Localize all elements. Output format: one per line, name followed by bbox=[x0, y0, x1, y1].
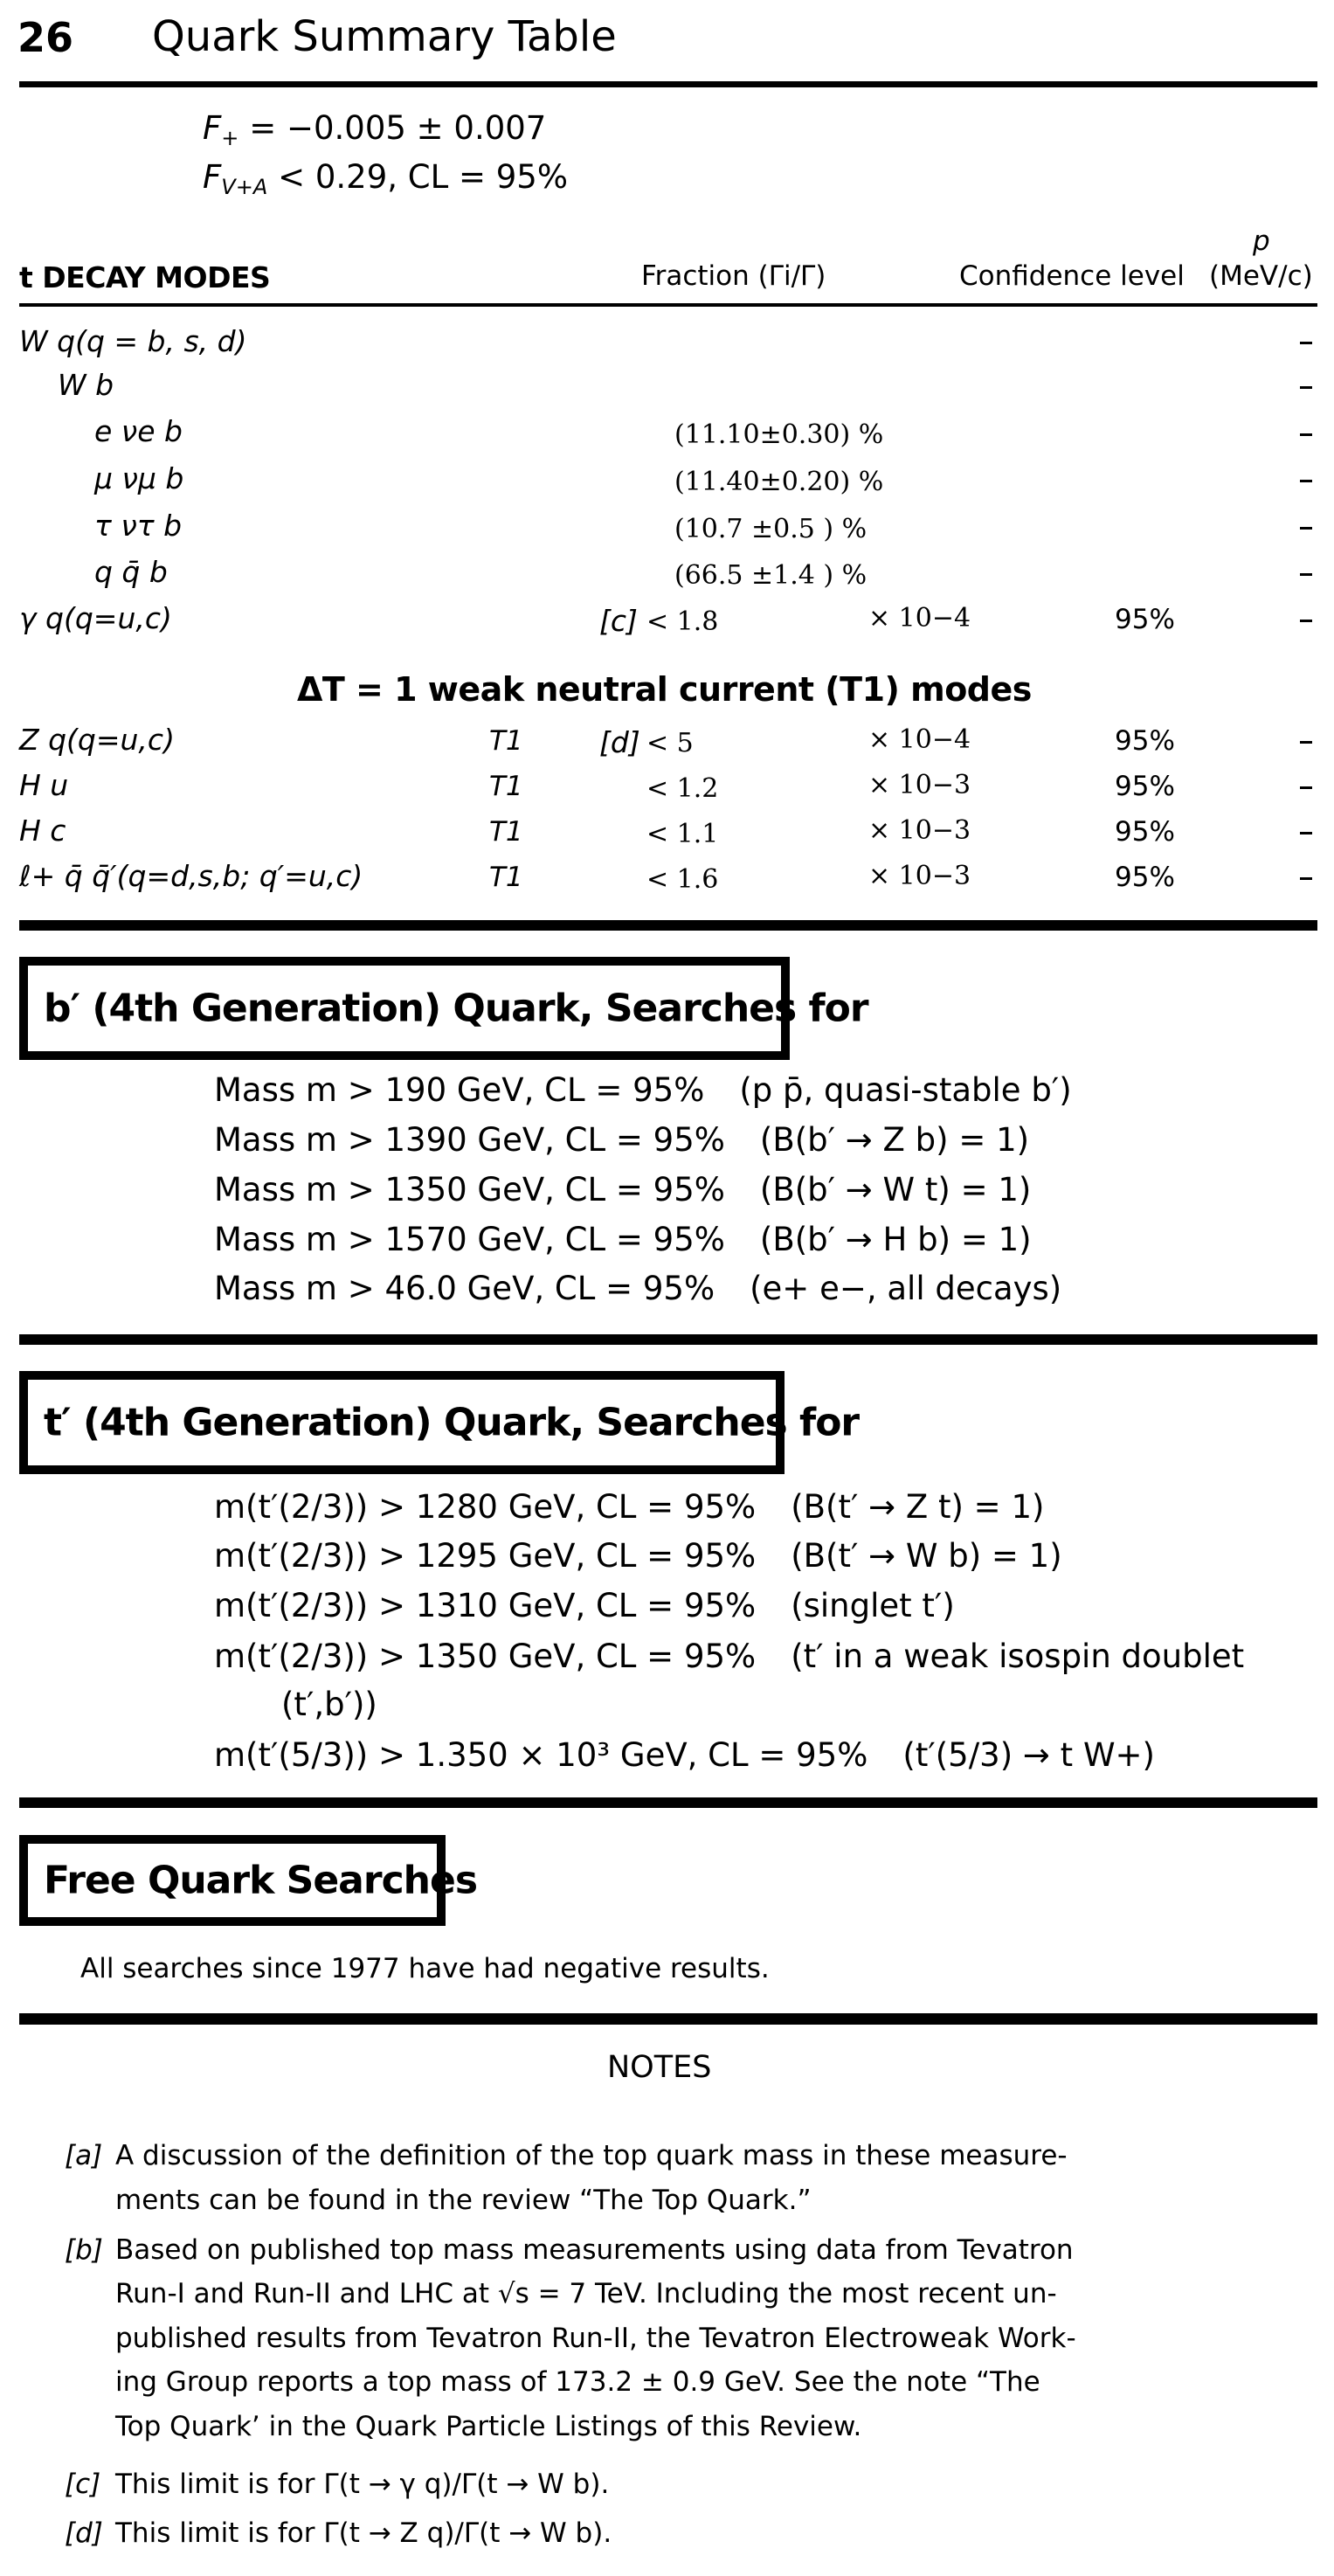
table-row-fraction: < 1.6 bbox=[646, 864, 719, 895]
table-row-mode: H c bbox=[19, 814, 66, 848]
limit-row: m(t′(2/3)) > 1280 GeV, CL = 95% (B(t′ → Z t) = 1) bbox=[214, 1488, 1045, 1526]
table-row-cl: 95% bbox=[1115, 725, 1175, 757]
table-row-scale: × 10−4 bbox=[868, 724, 971, 755]
p-dash bbox=[1300, 573, 1312, 576]
free-quark-title: Free Quark Searches bbox=[44, 1858, 478, 1903]
notes-title: NOTES bbox=[607, 2050, 712, 2085]
note-label: [a] bbox=[65, 2140, 103, 2171]
p-dash bbox=[1300, 620, 1312, 622]
note-label: [d] bbox=[65, 2517, 103, 2549]
column-header-confidence: Confidence level bbox=[959, 260, 1185, 292]
table-row-tag: T1 bbox=[489, 771, 523, 802]
table-row-fraction: < 1.1 bbox=[646, 819, 719, 849]
limit-row: Mass m > 46.0 GeV, CL = 95% (e+ e−, all decays) bbox=[214, 1270, 1062, 1307]
table-row-cl: 95% bbox=[1115, 862, 1175, 893]
section-rule bbox=[19, 920, 1317, 931]
table-row-scale: × 10−3 bbox=[868, 770, 971, 800]
table-row-mode: q q̄ b bbox=[94, 555, 168, 589]
p-dash bbox=[1300, 527, 1312, 530]
note-line: This limit is for Γ(t → γ q)/Γ(t → W b). bbox=[115, 2469, 610, 2500]
p-dash bbox=[1300, 741, 1312, 744]
note-line: ing Group reports a top mass of 173.2 ± 0.9 GeV. See the note “The bbox=[115, 2366, 1040, 2398]
limit-row: m(t′(2/3)) > 1310 GeV, CL = 95% (singlet t′) bbox=[214, 1587, 955, 1624]
b-prime-title: b′ (4th Generation) Quark, Searches for bbox=[44, 986, 868, 1031]
table-row-fraction: (11.40±0.20) % bbox=[674, 467, 884, 497]
p-dash bbox=[1300, 877, 1312, 880]
column-header-p-unit: (MeV/c) bbox=[1209, 260, 1313, 292]
table-row-mode: τ ντ b bbox=[94, 509, 183, 543]
column-header-fraction: Fraction (Γi/Γ) bbox=[641, 260, 826, 292]
table-row-mode: ℓ+ q̄ q̄′(q=d,s,b; q′=u,c) bbox=[19, 859, 363, 893]
table-row-fraction: < 5 bbox=[646, 728, 694, 758]
note-line: Run-I and Run-II and LHC at √s = 7 TeV. Including the most recent un- bbox=[115, 2278, 1057, 2309]
limit-row: m(t′(2/3)) > 1295 GeV, CL = 95% (B(t′ → W b) = 1) bbox=[214, 1537, 1062, 1575]
table-row-scale: × 10−4 bbox=[868, 603, 971, 634]
column-header-p: p bbox=[1253, 225, 1270, 257]
table-row-mode: Z q(q=u,c) bbox=[19, 723, 175, 757]
header-rule bbox=[19, 81, 1317, 87]
section-rule bbox=[19, 1334, 1317, 1345]
p-dash bbox=[1300, 386, 1312, 389]
table-row-tag: T1 bbox=[489, 725, 523, 757]
footnote-ref: [c] bbox=[599, 604, 638, 638]
table-row-fraction: (66.5 ±1.4 ) % bbox=[674, 560, 867, 591]
property-f-plus: $F_+ = -0.005 \pm 0.007$ bbox=[203, 109, 547, 151]
table-row-fraction: (10.7 ±0.5 ) % bbox=[674, 514, 867, 544]
table-row-mode: H u bbox=[19, 768, 69, 802]
p-dash bbox=[1300, 342, 1312, 344]
limit-row: Mass m > 190 GeV, CL = 95% (p p̄, quasi-stable b′) bbox=[214, 1071, 1072, 1109]
limit-row: m(t′(5/3)) > 1.350 × 10³ GeV, CL = 95% (t′(5/3) → t W+) bbox=[214, 1736, 1155, 1774]
note-line: ments can be found in the review “The Top Quark.” bbox=[115, 2185, 812, 2216]
table-row-cl: 95% bbox=[1115, 604, 1175, 635]
p-dash bbox=[1300, 832, 1312, 834]
limit-row: m(t′(2/3)) > 1350 GeV, CL = 95% (t′ in a weak isospin doublet bbox=[214, 1638, 1245, 1675]
table-header-rule bbox=[19, 303, 1317, 307]
limit-row: Mass m > 1390 GeV, CL = 95% (B(b′ → Z b) = 1) bbox=[214, 1121, 1030, 1159]
footnote-ref: [d] bbox=[599, 725, 640, 759]
table-row-cl: 95% bbox=[1115, 771, 1175, 802]
p-dash bbox=[1300, 433, 1312, 436]
t-prime-title: t′ (4th Generation) Quark, Searches for bbox=[44, 1400, 860, 1445]
table-row-scale: × 10−3 bbox=[868, 861, 971, 891]
table-row-tag: T1 bbox=[489, 862, 523, 893]
table-row-mode: W b bbox=[58, 368, 114, 402]
property-symbol: F bbox=[203, 109, 222, 147]
section-rule bbox=[19, 2013, 1317, 2025]
table-row-mode: γ q(q=u,c) bbox=[19, 601, 172, 635]
table-row-mode: μ νμ b bbox=[94, 461, 184, 495]
free-quark-title-box bbox=[19, 1835, 478, 1926]
note-line: Top Quark’ in the Quark Particle Listings of this Review. bbox=[115, 2411, 862, 2442]
table-row-scale: × 10−3 bbox=[868, 815, 971, 846]
free-quark-text: All searches since 1977 have had negative results. bbox=[80, 1953, 770, 1984]
note-label: [c] bbox=[65, 2469, 101, 2500]
note-line: Based on published top mass measurements using data from Tevatron bbox=[115, 2234, 1074, 2266]
section-rule bbox=[19, 1797, 1317, 1808]
property-f-v-plus-a: $F_{V+A} < 0.29$, CL = 95% bbox=[203, 158, 569, 200]
table-row-fraction: (11.10±0.30) % bbox=[674, 419, 884, 450]
table-row-cl: 95% bbox=[1115, 816, 1175, 848]
t-prime-title-box bbox=[19, 1371, 860, 1474]
b-prime-title-box bbox=[19, 957, 868, 1060]
page-title: Quark Summary Table bbox=[152, 12, 617, 61]
limit-row: Mass m > 1350 GeV, CL = 95% (B(b′ → W t) = 1) bbox=[214, 1171, 1032, 1208]
page-number: 26 bbox=[17, 14, 74, 61]
table-row-fraction: < 1.2 bbox=[646, 773, 719, 804]
limit-row-continuation: (t′,b′)) bbox=[281, 1686, 377, 1723]
table-row-mode: e νe b bbox=[94, 414, 183, 448]
table-row-tag: T1 bbox=[489, 816, 523, 848]
table-row-fraction: < 1.8 bbox=[646, 606, 719, 637]
table-row-mode: W q(q = b, s, d) bbox=[19, 324, 247, 358]
note-label: [b] bbox=[65, 2234, 103, 2266]
note-line: A discussion of the definition of the top quark mass in these measure- bbox=[115, 2140, 1068, 2171]
p-dash bbox=[1300, 786, 1312, 789]
note-line: This limit is for Γ(t → Z q)/Γ(t → W b). bbox=[115, 2517, 612, 2549]
p-dash bbox=[1300, 480, 1312, 482]
limit-row: Mass m > 1570 GeV, CL = 95% (B(b′ → H b) = 1) bbox=[214, 1221, 1032, 1258]
note-line: published results from Tevatron Run-II, the Tevatron Electroweak Work- bbox=[115, 2323, 1076, 2354]
column-header-mode: t DECAY MODES bbox=[19, 260, 271, 294]
property-symbol: F bbox=[203, 158, 222, 196]
subsection-title: ΔT = 1 weak neutral current (T1) modes bbox=[297, 670, 1032, 709]
